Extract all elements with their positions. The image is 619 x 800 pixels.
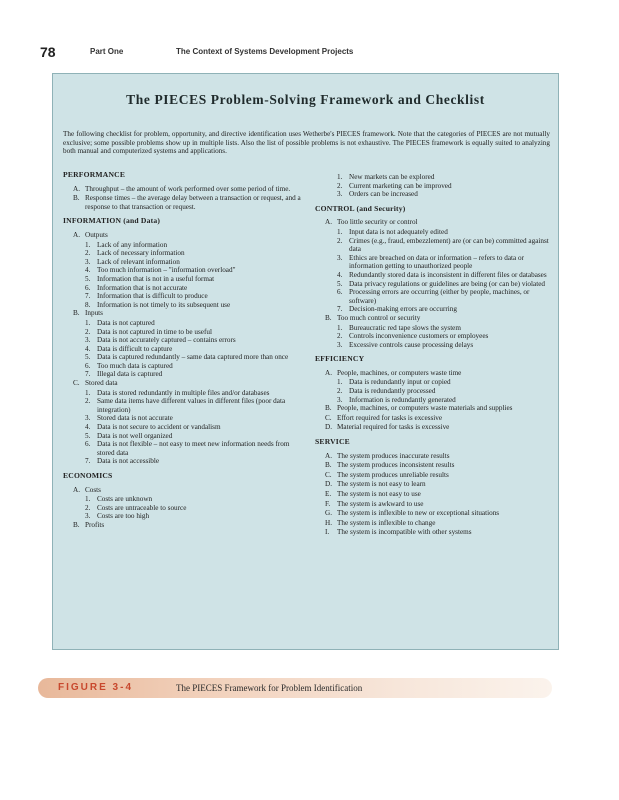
list-item: B. Profits xyxy=(73,520,105,529)
list-item: 7. Data is not accessible xyxy=(85,457,160,466)
list-item: 2. Costs are untraceable to source xyxy=(85,503,187,512)
list-item: 3. Information is redundantly generated xyxy=(337,395,456,404)
list-item: A. The system produces inaccurate results xyxy=(325,451,450,460)
list-item: F. The system is awkward to use xyxy=(325,499,424,508)
list-item: 4. Data is difficult to capture xyxy=(85,344,173,353)
list-item: A. Too little security or control xyxy=(325,218,418,227)
list-item: 2. Controls inconvenience customers or employees xyxy=(337,332,489,341)
list-item: B. People, machines, or computers waste materials and supplies xyxy=(325,404,513,413)
section-performance: PERFORMANCE xyxy=(63,170,126,179)
list-item: 8. Information is not timely to its subsequent use xyxy=(85,300,231,309)
list-item: 7. Decision-making errors are occurring xyxy=(337,305,457,314)
list-item: 4. Data is not secure to accident or vandalism xyxy=(85,423,221,432)
list-item: 6. Information that is not accurate xyxy=(85,283,188,292)
figure-caption-text: The PIECES Framework for Problem Identification xyxy=(176,683,363,693)
box-title: The PIECES Problem-Solving Framework and Checklist xyxy=(126,92,485,107)
list-item: C. Effort required for tasks is excessive xyxy=(325,413,443,422)
page-number: 78 xyxy=(40,44,56,60)
list-item: 1. Costs are unknown xyxy=(85,495,153,504)
list-item: A. People, machines, or computers waste time xyxy=(325,368,462,377)
list-item: 2. Crimes (e.g., fraud, embezzlement) are (or can be) committed against data xyxy=(337,236,549,254)
list-item: 3. Data is not accurately captured – contains errors xyxy=(85,336,236,345)
list-item: 2. Data is redundantly processed xyxy=(337,387,436,396)
figure-caption xyxy=(38,678,552,698)
list-item: 5. Data is captured redundantly – same data captured more than once xyxy=(85,353,289,362)
list-item: 1. Data is stored redundantly in multiple files and/or databases xyxy=(85,388,270,397)
list-item: 3. Orders can be increased xyxy=(337,190,418,199)
section-control: CONTROL (and Security) xyxy=(315,203,406,213)
list-item: 1. Lack of any information xyxy=(85,240,168,249)
list-item: D. The system is not easy to learn xyxy=(325,480,426,489)
list-item: H. The system is inflexible to change xyxy=(325,518,436,527)
list-item: G. The system is inflexible to new or exceptional situations xyxy=(325,509,500,518)
list-item: B. The system produces inconsistent results xyxy=(325,461,455,470)
list-item: 2. Lack of necessary information xyxy=(85,249,185,258)
list-item: 7. Illegal data is captured xyxy=(85,370,163,379)
section-economics: ECONOMICS xyxy=(63,471,113,480)
list-item: 3. Lack of relevant information xyxy=(85,257,180,266)
list-item: A. Throughput – the amount of work performed over some period of time. xyxy=(73,184,291,193)
right-column xyxy=(315,173,550,538)
list-item: 5. Data privacy regulations or guidelines are being (or can be) violated xyxy=(337,279,545,288)
list-item: 5. Information that is not in a useful format xyxy=(85,274,215,283)
list-item: B. Too much control or security xyxy=(325,313,421,322)
list-item: 3. Costs are too high xyxy=(85,512,150,521)
list-item: B. Inputs xyxy=(73,309,103,318)
figure-label: FIGURE 3-4 xyxy=(58,682,134,693)
list-item: C. The system produces unreliable results xyxy=(325,470,449,479)
left-column xyxy=(63,171,303,531)
list-item: B. Response times – the average delay between a transaction or request, and a response to that transaction or request. xyxy=(73,194,301,211)
list-item: E. The system is not easy to use xyxy=(325,490,421,498)
list-item: 3. Stored data is not accurate xyxy=(85,414,173,423)
list-item: C. Stored data xyxy=(73,379,118,388)
part-label: Part One xyxy=(90,47,124,56)
list-item: 1. Input data is not adequately edited xyxy=(337,227,448,236)
list-item: 4. Too much information – "information overload" xyxy=(85,266,236,275)
list-item: A. Costs xyxy=(73,485,101,494)
list-item: 1. Bureaucratic red tape slows the system xyxy=(337,323,461,332)
list-item: A. Outputs xyxy=(73,230,108,239)
list-item: 7. Information that is difficult to produce xyxy=(85,292,208,301)
list-item: 4. Redundantly stored data is inconsistent in different files or databases xyxy=(337,270,547,279)
running-head xyxy=(40,44,580,64)
list-item: 1. Data is not captured xyxy=(85,318,155,327)
list-item: 6. Too much data is captured xyxy=(85,361,173,370)
list-item: I. The system is incompatible with other systems xyxy=(325,528,472,537)
list-item: 5. Data is not well organized xyxy=(85,431,173,440)
list-item: 2. Current marketing can be improved xyxy=(337,181,452,190)
list-item: 3. Ethics are breached on data or information – refers to data or information getting to unauthorized people xyxy=(337,253,525,271)
list-item: 6. Data is not flexible – not easy to meet new information needs from stored data xyxy=(85,440,290,457)
list-item: 1. Data is redundantly input or copied xyxy=(337,378,451,387)
section-information: INFORMATION (and Data) xyxy=(63,216,161,226)
intro-paragraph: The following checklist for problem, opportunity, and directive identification uses Wetherbe's PIECES framework. Note that the categories of PIECES are not mutually exclusive; some possible problems show up in multiple lists. Also the list of possible problems is not exhaustive. The PIECES framework is equally suited to analyzing both manual and computerized systems and applications. xyxy=(63,130,550,156)
chapter-title: The Context of Systems Development Projects xyxy=(176,47,354,56)
list-item: 3. Excessive controls cause processing delays xyxy=(337,340,474,349)
list-item: 1. New markets can be explored xyxy=(337,173,435,181)
section-efficiency: EFFICIENCY xyxy=(315,354,365,364)
list-item: 2. Data is not captured in time to be useful xyxy=(85,327,212,336)
pieces-checklist-box xyxy=(52,73,559,650)
list-item: D. Material required for tasks is excessive xyxy=(325,423,450,432)
list-item: 2. Same data items have different values in different files (poor data integration) xyxy=(85,397,286,414)
list-item: 6. Processing errors are occurring (either by people, machines, or software) xyxy=(337,288,530,305)
section-service: SERVICE xyxy=(315,437,350,447)
